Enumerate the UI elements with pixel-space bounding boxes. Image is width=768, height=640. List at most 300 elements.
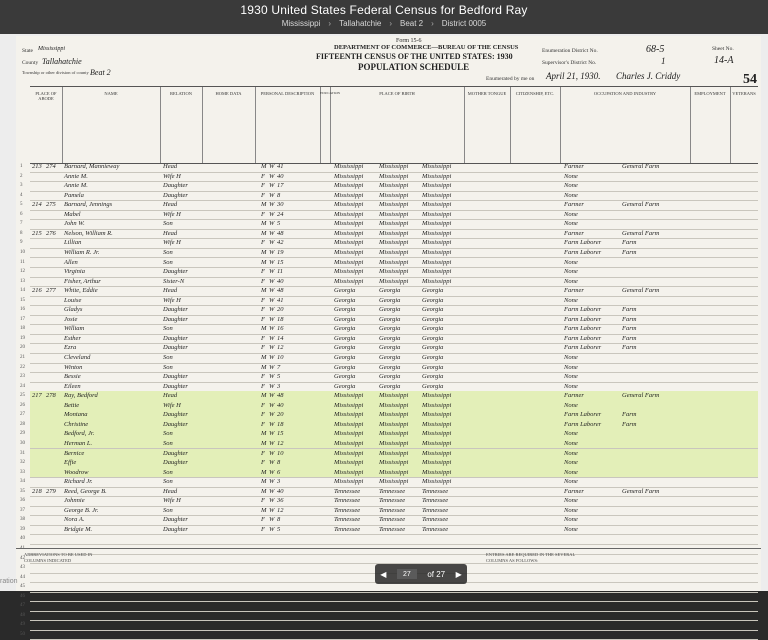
cell-age: 41 [277, 163, 284, 170]
cell-rel: Son [163, 468, 173, 476]
enumerator-signature: Charles J. Criddy [616, 71, 681, 81]
line-number: 31 [20, 450, 25, 456]
line-number: 22 [20, 364, 25, 370]
cell-age: 18 [277, 420, 284, 428]
line-number: 37 [20, 507, 25, 513]
line-number: 39 [20, 526, 25, 532]
cell-age: 8 [277, 191, 281, 199]
page-number-input[interactable] [397, 569, 417, 579]
col-education: EDUCATION [320, 91, 341, 95]
cell-race: W [269, 210, 275, 218]
cell-name: Barnard, Mannieway [64, 163, 120, 170]
cell-mbp: Georgia [422, 306, 444, 314]
cell-bp: Tennessee [334, 516, 361, 524]
cell-bp: Mississippi [334, 430, 364, 438]
chevron-right-icon: › [328, 19, 332, 28]
schedule-heading: POPULATION SCHEDULE [358, 62, 470, 72]
cell-rel: Daughter [163, 516, 188, 524]
cell-age: 11 [277, 268, 284, 276]
cell-age: 12 [277, 344, 284, 352]
line-number: 10 [20, 249, 25, 255]
cell-occ: None [564, 401, 578, 409]
cell-occ: None [564, 449, 578, 457]
cell-race: W [269, 459, 275, 467]
cell-rel: Head [163, 392, 178, 400]
cell-rel: Wife H [163, 210, 181, 218]
cell-rel: Son [163, 354, 173, 361]
cell-race: W [269, 191, 275, 199]
cell-bp: Georgia [334, 315, 356, 323]
cell-sex: F [261, 459, 265, 467]
cell-dw: 215 [32, 229, 42, 237]
cell-sex: F [261, 525, 265, 533]
cell-sex: M [261, 287, 267, 295]
cell-fbp: Tennessee [379, 506, 406, 514]
cell-ind: General Farm [622, 201, 660, 209]
cell-mbp: Georgia [422, 296, 444, 304]
cell-age: 5 [277, 525, 281, 533]
cell-occ: None [564, 182, 578, 190]
cell-mbp: Mississippi [422, 210, 452, 218]
cell-occ: None [564, 296, 578, 304]
cell-fam: 277 [46, 287, 56, 295]
cell-sex: F [261, 382, 265, 390]
cell-rel: Daughter [163, 459, 188, 467]
cell-fam: 274 [46, 163, 56, 170]
line-number: 11 [20, 259, 25, 265]
cell-name: Effie [64, 459, 77, 467]
cell-name: Johnnie [64, 497, 85, 505]
cell-race: W [269, 325, 275, 333]
cell-age: 10 [277, 449, 284, 457]
enumerated-date: April 21, 1930. [546, 71, 601, 81]
cell-bp: Georgia [334, 363, 356, 371]
cell-rel: Head [163, 201, 178, 209]
cell-rel: Son [163, 248, 173, 256]
chevron-right-icon: › [431, 19, 434, 28]
cell-rel: Wife H [163, 401, 181, 409]
cell-fam: 276 [46, 229, 56, 237]
cell-name: Nora A. [64, 516, 85, 524]
cell-bp: Mississippi [334, 172, 364, 180]
cell-mbp: Georgia [422, 315, 444, 323]
cell-ind: General Farm [622, 163, 660, 170]
cell-bp: Georgia [334, 354, 356, 361]
cell-sex: M [261, 201, 267, 209]
line-number: 32 [20, 460, 25, 466]
cell-sex: M [261, 439, 267, 447]
cell-mbp: Mississippi [422, 268, 452, 276]
cell-bp: Mississippi [334, 191, 364, 199]
cell-race: W [269, 401, 275, 409]
line-number: 33 [20, 469, 25, 475]
cell-bp: Mississippi [334, 420, 364, 428]
cell-sex: M [261, 354, 267, 361]
cell-name: Winton [64, 363, 83, 371]
cell-bp: Mississippi [334, 392, 364, 400]
viewer-header [0, 0, 768, 34]
cell-mbp: Mississippi [422, 449, 452, 457]
cell-rel: Head [163, 229, 178, 237]
cell-bp: Tennessee [334, 497, 361, 505]
cell-age: 20 [277, 306, 284, 314]
col-divider [202, 87, 203, 163]
cell-fbp: Mississippi [379, 439, 409, 447]
line-number: 41 [20, 546, 25, 551]
cell-fbp: Mississippi [379, 478, 409, 486]
cell-mbp: Mississippi [422, 411, 452, 419]
cell-name: Bettie [64, 401, 80, 409]
cell-rel: Daughter [163, 449, 188, 457]
line-number: 50 [20, 631, 25, 637]
cell-bp: Georgia [334, 334, 356, 342]
cell-rel: Son [163, 430, 173, 438]
cell-sex: F [261, 344, 265, 352]
cell-occ: None [564, 516, 578, 524]
line-number: 13 [20, 278, 25, 284]
cell-age: 40 [277, 277, 284, 285]
col-home: HOME DATA [215, 91, 242, 96]
cell-fbp: Georgia [379, 363, 401, 371]
cell-age: 15 [277, 258, 284, 266]
cell-name: Barnard, Jennings [64, 201, 113, 209]
cell-bp: Mississippi [334, 401, 364, 409]
cell-dw: 213 [32, 163, 42, 170]
cell-race: W [269, 229, 275, 237]
cell-race: W [269, 277, 275, 285]
line-number: 18 [20, 326, 25, 332]
cell-fbp: Mississippi [379, 182, 409, 190]
form-number: Form 15-6 [396, 38, 422, 44]
cell-age: 7 [277, 363, 281, 371]
cell-race: W [269, 497, 275, 505]
cell-rel: Daughter [163, 373, 188, 381]
supervisor-value: 1 [661, 56, 666, 66]
cell-fbp: Mississippi [379, 201, 409, 209]
cell-sex: M [261, 258, 267, 266]
previous-page-icon[interactable]: ◀ [380, 569, 387, 579]
cell-fbp: Tennessee [379, 525, 406, 533]
cell-sex: M [261, 468, 267, 476]
col-citizenship: CITIZENSHIP, ETC. [515, 91, 555, 96]
cell-name: Annie M. [64, 172, 88, 180]
cell-sex: F [261, 516, 265, 524]
line-number: 3 [20, 183, 23, 189]
breadcrumb-township[interactable]: Beat 2 [399, 19, 424, 28]
cell-mbp: Georgia [422, 363, 444, 371]
column-headers [30, 86, 758, 164]
cell-race: W [269, 306, 275, 314]
cell-fbp: Mississippi [379, 258, 409, 266]
cell-occ: Farm Laborer [564, 411, 602, 419]
cell-age: 6 [277, 468, 281, 476]
cell-rel: Wife H [163, 172, 181, 180]
line-number: 1 [20, 164, 23, 169]
line-number: 7 [20, 221, 23, 227]
department-heading: DEPARTMENT OF COMMERCE—BUREAU OF THE CENSUS [334, 44, 519, 51]
cell-fbp: Georgia [379, 334, 401, 342]
page-navigator [375, 564, 467, 584]
chevron-right-icon: › [389, 19, 392, 28]
cell-ind: Farm [622, 411, 637, 419]
line-number: 48 [20, 612, 25, 618]
cell-mbp: Mississippi [422, 229, 452, 237]
line-number: 35 [20, 488, 25, 494]
cell-mbp: Mississippi [422, 163, 452, 170]
cell-bp: Georgia [334, 306, 356, 314]
cell-age: 40 [277, 172, 284, 180]
cell-mbp: Tennessee [422, 525, 449, 533]
record-title: 1930 United States Federal Census for Bedford Ray [240, 3, 528, 17]
cell-rel: Daughter [163, 420, 188, 428]
cell-occ: None [564, 210, 578, 218]
cell-fbp: Mississippi [379, 163, 409, 170]
cell-bp: Mississippi [334, 229, 364, 237]
cell-fbp: Mississippi [379, 172, 409, 180]
cell-race: W [269, 363, 275, 371]
cell-race: W [269, 354, 275, 361]
cell-name: Reed, George B. [64, 487, 107, 495]
enum-district-value: 68-5 [646, 44, 665, 55]
cell-mbp: Georgia [422, 344, 444, 352]
cell-sex: F [261, 449, 265, 457]
col-veterans: VETERANS [732, 91, 756, 96]
sheet-value: 14-A [714, 55, 734, 66]
cell-age: 8 [277, 516, 281, 524]
cell-age: 12 [277, 506, 284, 514]
cell-mbp: Georgia [422, 287, 444, 295]
cell-name: Bedford, Jr. [64, 430, 95, 438]
breadcrumb-district[interactable]: District 0005 [441, 19, 487, 28]
cell-race: W [269, 411, 275, 419]
cell-sex: F [261, 334, 265, 342]
cell-rel: Son [163, 506, 173, 514]
cell-sex: F [261, 296, 265, 304]
cell-mbp: Mississippi [422, 220, 452, 228]
cell-name: White, Eddie [64, 287, 98, 295]
cell-age: 17 [277, 182, 284, 190]
cell-sex: F [261, 497, 265, 505]
cell-name: Richard Jr. [64, 478, 93, 486]
cell-rel: Head [163, 287, 178, 295]
cell-name: Esther [64, 334, 81, 342]
cell-age: 12 [277, 439, 284, 447]
cell-occ: Farm Laborer [564, 239, 602, 247]
cell-name: Cleveland [64, 354, 91, 361]
cell-occ: None [564, 430, 578, 438]
line-number: 17 [20, 316, 25, 322]
cell-sex: M [261, 248, 267, 256]
cell-name: William [64, 325, 85, 333]
cell-sex: F [261, 411, 265, 419]
line-number: 21 [20, 355, 25, 360]
col-divider [510, 87, 511, 163]
cell-fbp: Georgia [379, 373, 401, 381]
col-employment: EMPLOYMENT [694, 91, 726, 96]
cell-age: 48 [277, 287, 284, 295]
cell-occ: Farmer [564, 487, 584, 495]
cell-name: Allen [64, 258, 78, 266]
cell-age: 18 [277, 315, 284, 323]
cell-fam: 275 [46, 201, 56, 209]
cell-fbp: Mississippi [379, 392, 409, 400]
col-occupation: OCCUPATION AND INDUSTRY [593, 91, 657, 96]
cell-mbp: Mississippi [422, 277, 452, 285]
cell-age: 15 [277, 430, 284, 438]
line-number: 46 [20, 593, 25, 599]
cell-bp: Mississippi [334, 277, 364, 285]
cell-rel: Daughter [163, 306, 188, 314]
cell-bp: Mississippi [334, 182, 364, 190]
cell-rel: Son [163, 220, 173, 228]
cell-age: 40 [277, 487, 284, 495]
cell-rel: Daughter [163, 344, 188, 352]
col-divider [560, 87, 561, 163]
cell-name: Bernice [64, 449, 85, 457]
cell-occ: None [564, 506, 578, 514]
cell-race: W [269, 163, 275, 170]
cell-bp: Georgia [334, 296, 356, 304]
cell-bp: Mississippi [334, 248, 364, 256]
cell-fbp: Mississippi [379, 191, 409, 199]
cell-mbp: Tennessee [422, 506, 449, 514]
cell-age: 16 [277, 325, 284, 333]
cell-ind: General Farm [622, 487, 660, 495]
col-divider [330, 87, 331, 163]
cell-ind: Farm [622, 248, 637, 256]
line-number: 38 [20, 517, 25, 523]
cell-rel: Son [163, 325, 173, 333]
line-number: 49 [20, 622, 25, 628]
cell-age: 14 [277, 334, 284, 342]
cell-fbp: Tennessee [379, 497, 406, 505]
table-row [20, 630, 758, 640]
line-number: 20 [20, 345, 25, 351]
cell-bp: Georgia [334, 344, 356, 352]
line-number: 16 [20, 307, 25, 313]
cell-fbp: Mississippi [379, 229, 409, 237]
cell-name: John W. [64, 220, 85, 228]
image-viewer[interactable] [0, 34, 768, 637]
state-value: Mississippi [38, 46, 66, 52]
col-divider [62, 87, 63, 163]
cell-fbp: Tennessee [379, 516, 406, 524]
entries-note: ENTRIES ARE REQUIRED IN THE SEVERAL COLUMNS AS FOLLOWS: [486, 552, 576, 563]
cell-age: 8 [277, 459, 281, 467]
cell-sex: F [261, 306, 265, 314]
line-number: 6 [20, 211, 23, 217]
cell-occ: None [564, 478, 578, 486]
cell-occ: None [564, 220, 578, 228]
cell-mbp: Mississippi [422, 258, 452, 266]
cell-fbp: Georgia [379, 354, 401, 361]
cell-fbp: Mississippi [379, 401, 409, 409]
cell-ind: Farm [622, 420, 637, 428]
cell-sex: M [261, 220, 267, 228]
township-value: Beat 2 [90, 68, 111, 77]
cell-fbp: Mississippi [379, 239, 409, 247]
cell-occ: None [564, 525, 578, 533]
breadcrumb-county[interactable]: Tallahatchie [339, 19, 382, 28]
cell-dw: 214 [32, 201, 42, 209]
cell-occ: None [564, 373, 578, 381]
cell-occ: None [564, 459, 578, 467]
cell-fbp: Mississippi [379, 468, 409, 476]
cell-occ: Farmer [564, 163, 584, 170]
cell-sex: M [261, 430, 267, 438]
col-divider [464, 87, 465, 163]
cell-race: W [269, 516, 275, 524]
cell-sex: M [261, 478, 267, 486]
line-number: 26 [20, 402, 25, 408]
col-divider [160, 87, 161, 163]
cell-mbp: Mississippi [422, 468, 452, 476]
cell-race: W [269, 449, 275, 457]
next-page-icon[interactable]: ▶ [455, 569, 462, 579]
line-number: 27 [20, 412, 25, 418]
line-number: 34 [20, 479, 25, 485]
cell-age: 48 [277, 229, 284, 237]
cell-name: Eileen [64, 382, 81, 390]
col-abode: PLACE OF ABODE [35, 91, 57, 101]
cell-sex: F [261, 277, 265, 285]
cell-race: W [269, 430, 275, 438]
cell-name: Nelson, William R. [64, 229, 113, 237]
cell-age: 3 [277, 478, 281, 486]
cell-ind: General Farm [622, 392, 660, 400]
cell-rel: Daughter [163, 315, 188, 323]
cell-race: W [269, 248, 275, 256]
cell-occ: None [564, 468, 578, 476]
cell-occ: None [564, 268, 578, 276]
cell-sex: M [261, 487, 267, 495]
cell-fbp: Georgia [379, 325, 401, 333]
cell-name: Lillian [64, 239, 82, 247]
census-sheet [16, 36, 761, 637]
breadcrumb-state[interactable]: Mississippi [281, 19, 321, 28]
cell-rel: Wife H [163, 497, 181, 505]
cell-name: George B. Jr. [64, 506, 99, 514]
cell-fbp: Mississippi [379, 248, 409, 256]
cell-ind: Farm [622, 344, 637, 352]
cell-mbp: Tennessee [422, 497, 449, 505]
cell-bp: Mississippi [334, 478, 364, 486]
col-birthplace: PLACE OF BIRTH [379, 91, 415, 96]
cell-mbp: Georgia [422, 334, 444, 342]
state-label: State [22, 48, 33, 54]
cell-fbp: Mississippi [379, 449, 409, 457]
cell-bp: Mississippi [334, 268, 364, 276]
cell-name: Louise [64, 296, 82, 304]
cell-mbp: Mississippi [422, 401, 452, 409]
cell-bp: Georgia [334, 325, 356, 333]
line-number: 12 [20, 269, 25, 275]
cell-occ: None [564, 363, 578, 371]
cell-race: W [269, 468, 275, 476]
cell-fam: 278 [46, 392, 56, 400]
cell-sex: M [261, 163, 267, 170]
cell-bp: Tennessee [334, 487, 361, 495]
line-number: 24 [20, 383, 25, 389]
cell-sex: M [261, 392, 267, 400]
cell-fbp: Mississippi [379, 430, 409, 438]
cell-occ: Farm Laborer [564, 315, 602, 323]
col-divider [320, 87, 321, 163]
cell-rel: Daughter [163, 191, 188, 199]
cell-mbp: Tennessee [422, 487, 449, 495]
page-number: 54 [743, 72, 757, 87]
cell-rel: Son [163, 363, 173, 371]
